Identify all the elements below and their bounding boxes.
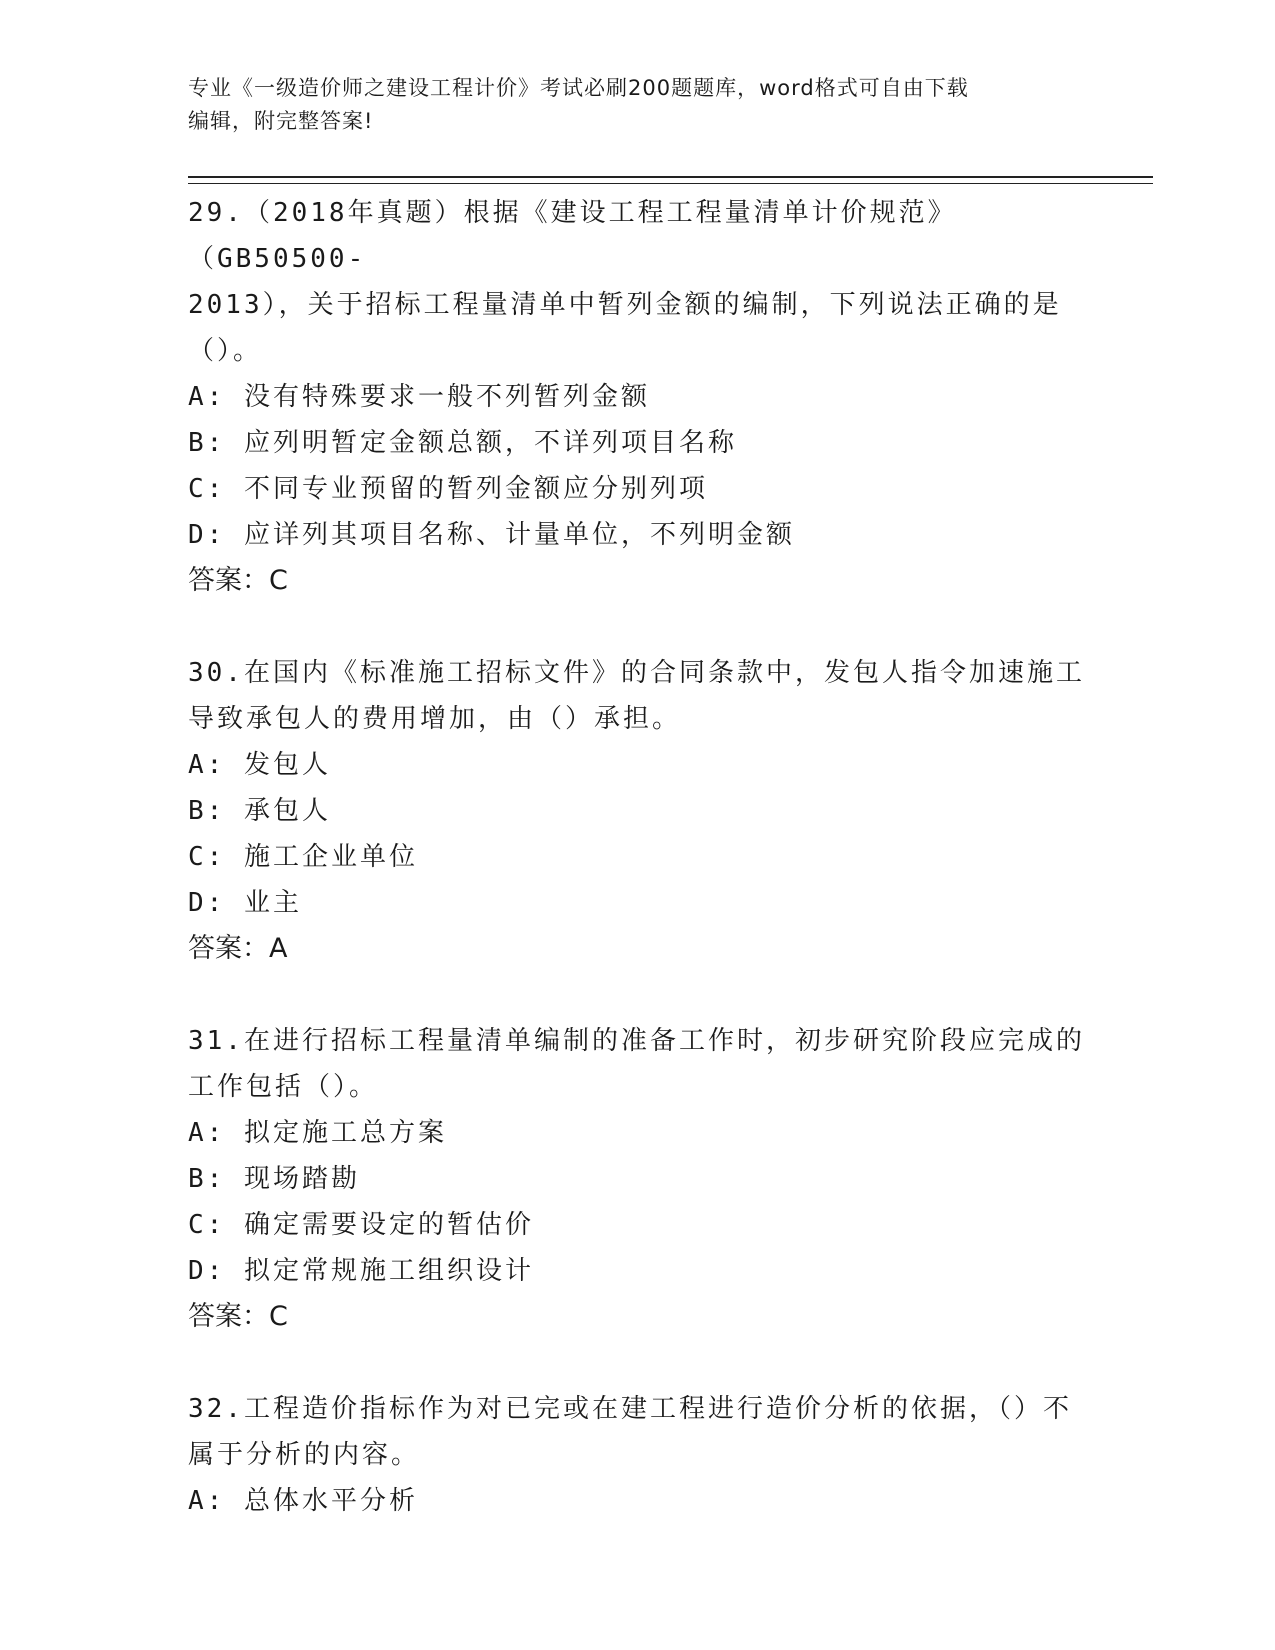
document-header bbox=[188, 72, 1088, 138]
question-stem-line: 30.在国内《标准施工招标文件》的合同条款中，发包人指令加速施工 bbox=[188, 658, 1085, 688]
question-31 bbox=[188, 1018, 1088, 1340]
option-d: D: 拟定常规施工组织设计 bbox=[188, 1256, 534, 1286]
question-stem-line: 属于分析的内容。 bbox=[188, 1440, 421, 1470]
header-line-2: 编辑，附完整答案! bbox=[188, 109, 374, 133]
question-stem-line: （）。 bbox=[188, 336, 263, 366]
question-32 bbox=[188, 1386, 1088, 1524]
option-a: A: 总体水平分析 bbox=[188, 1486, 418, 1516]
option-c: C: 确定需要设定的暂估价 bbox=[188, 1210, 534, 1240]
option-a: A: 发包人 bbox=[188, 750, 331, 780]
question-stem-line: 工作包括（）。 bbox=[188, 1072, 379, 1102]
header-line-1: 专业《一级造价师之建设工程计价》考试必刷200题题库，word格式可自由下载 bbox=[188, 76, 969, 100]
option-c: C: 施工企业单位 bbox=[188, 842, 418, 872]
option-b: B: 应列明暂定金额总额，不详列项目名称 bbox=[188, 428, 737, 458]
answer-line: 答案：A bbox=[188, 933, 288, 964]
option-a: A: 没有特殊要求一般不列暂列金额 bbox=[188, 382, 650, 412]
question-stem-line: 32.工程造价指标作为对已完或在建工程进行造价分析的依据，（）不 bbox=[188, 1394, 1072, 1424]
option-b: B: 承包人 bbox=[188, 796, 331, 826]
option-d: D: 业主 bbox=[188, 888, 302, 918]
header-divider-thin bbox=[188, 183, 1153, 184]
option-a: A: 拟定施工总方案 bbox=[188, 1118, 447, 1148]
answer-line: 答案：C bbox=[188, 565, 288, 596]
option-c: C: 不同专业预留的暂列金额应分别列项 bbox=[188, 474, 708, 504]
question-stem-line: 导致承包人的费用增加，由（）承担。 bbox=[188, 704, 682, 734]
header-divider-thick bbox=[188, 176, 1153, 178]
question-list bbox=[188, 190, 1088, 1570]
question-30 bbox=[188, 650, 1088, 972]
question-stem-line: 31.在进行招标工程量清单编制的准备工作时，初步研究阶段应完成的 bbox=[188, 1026, 1085, 1056]
question-stem-line: 2013），关于招标工程量清单中暂列金额的编制，下列说法正确的是 bbox=[188, 290, 1062, 320]
option-b: B: 现场踏勘 bbox=[188, 1164, 360, 1194]
question-29 bbox=[188, 190, 1088, 604]
option-d: D: 应详列其项目名称、计量单位，不列明金额 bbox=[188, 520, 795, 550]
answer-line: 答案：C bbox=[188, 1301, 288, 1332]
question-stem-line: 29.（2018年真题）根据《建设工程工程量清单计价规范》（GB50500- bbox=[188, 198, 957, 274]
